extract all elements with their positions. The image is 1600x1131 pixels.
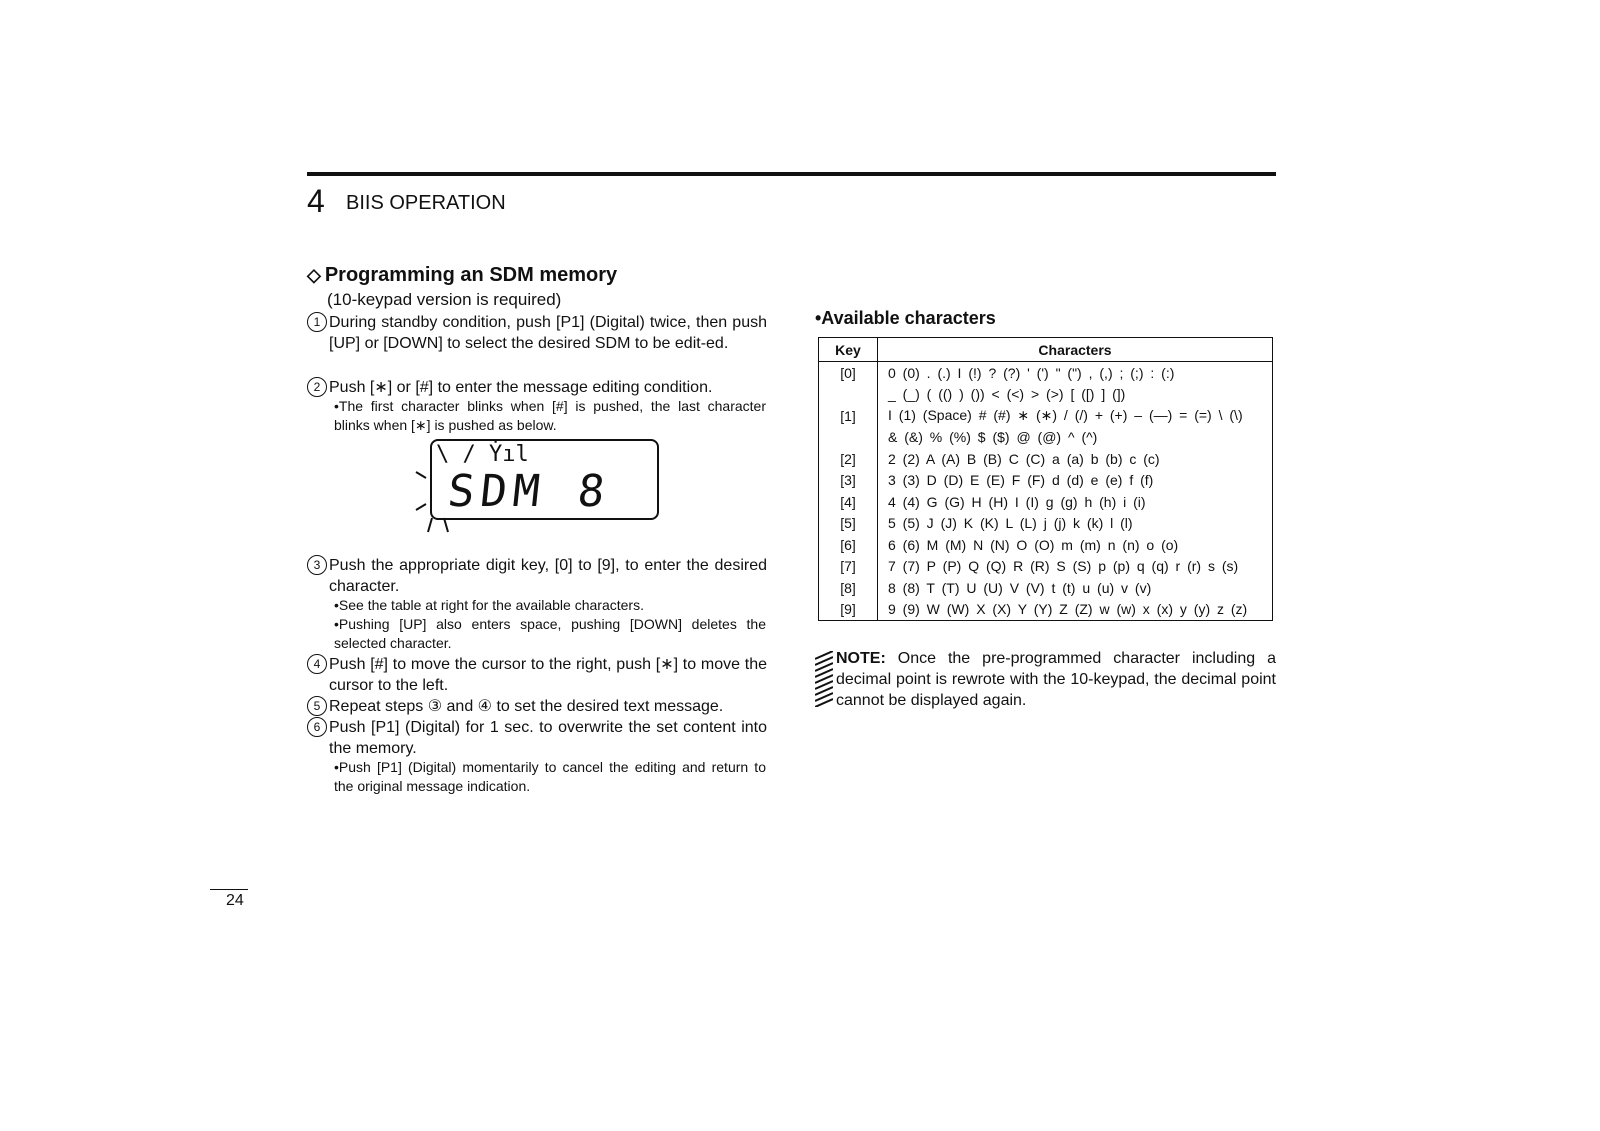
step-text: During standby condition, push [P1] (Digital) twice, then push [UP] or [DOWN] to select the desired SDM to be edit-ed.	[329, 314, 767, 352]
table-row	[819, 362, 1273, 384]
table-row	[819, 513, 1273, 535]
key-cell	[819, 384, 878, 406]
step-text: Push the appropriate digit key, [0] to [9], to enter the desired character.	[329, 557, 767, 595]
characters-table	[818, 337, 1273, 621]
key-cell: [5]	[819, 513, 878, 535]
chars-cell: 2 (2) A (A) B (B) C (C) a (a) b (b) c (c)	[878, 448, 1273, 470]
chars-cell: 7 (7) P (P) Q (Q) R (R) S (S) p (p) q (q) r (r) s (s)	[878, 556, 1273, 578]
blink-indicator-icon	[414, 470, 454, 540]
key-cell: [4]	[819, 491, 878, 513]
step-6-note: •Push [P1] (Digital) momentarily to cancel the editing and return to the original message indication.	[334, 759, 766, 794]
table-row	[819, 491, 1273, 513]
step-2-note: •The first character blinks when [#] is pushed, the last character blinks when [∗] is pushed as below.	[334, 398, 766, 433]
page-number-rule	[210, 889, 248, 890]
step-1	[307, 312, 767, 354]
diamond-icon: ◇	[307, 265, 321, 285]
section-title-text: Programming an SDM memory	[324, 264, 618, 286]
table-row	[819, 448, 1273, 470]
section-title	[307, 264, 617, 287]
step-number: 1	[307, 312, 327, 332]
page-number: 24	[226, 892, 244, 909]
section-subtitle: (10-keypad version is required)	[327, 290, 562, 309]
col-header-characters: Characters	[878, 338, 1273, 362]
step-5	[307, 696, 767, 717]
step-3-note-b: •Pushing [UP] also enters space, pushing [DOWN] deletes the selected character.	[334, 616, 766, 651]
step-text: Push [#] to move the cursor to the right, push [∗] to move the cursor to the left.	[329, 656, 767, 694]
table-row	[819, 577, 1273, 599]
table-row	[819, 470, 1273, 492]
table-row	[819, 384, 1273, 406]
step-3-note-a: •See the table at right for the available characters.	[334, 597, 644, 613]
step-number: 3	[307, 555, 327, 575]
note-label: NOTE:	[836, 650, 886, 667]
step-text: Push [P1] (Digital) for 1 sec. to overwrite the set content into the memory.	[329, 719, 767, 757]
step-text: Repeat steps ③ and ④ to set the desired text message.	[329, 698, 724, 715]
lcd-status-icons: \ / Ẏıl	[436, 442, 529, 467]
lcd-text: SDM 8	[445, 466, 614, 517]
key-cell: [1]	[819, 405, 878, 427]
step-6	[307, 717, 767, 759]
chars-cell: 5 (5) J (J) K (K) L (L) j (j) k (k) l (l)	[878, 513, 1273, 535]
key-cell: [0]	[819, 362, 878, 384]
chars-cell: 8 (8) T (T) U (U) V (V) t (t) u (u) v (v)	[878, 577, 1273, 599]
table-row	[819, 556, 1273, 578]
chars-cell: 9 (9) W (W) X (X) Y (Y) Z (Z) w (w) x (x) y (y) z (z)	[878, 599, 1273, 621]
step-3	[307, 555, 767, 597]
step-number: 5	[307, 696, 327, 716]
key-cell: [6]	[819, 534, 878, 556]
table-row	[819, 599, 1273, 621]
chapter-number: 4	[307, 183, 325, 219]
note-block	[836, 648, 1276, 711]
step-text: Push [∗] or [#] to enter the message editing condition.	[329, 379, 713, 396]
chars-cell: I (1) (Space) # (#) ∗ (∗) / (/) + (+) – (—) = (=) \ (\)	[878, 405, 1273, 427]
chars-cell: 6 (6) M (M) N (N) O (O) m (m) n (n) o (o)	[878, 534, 1273, 556]
table-row	[819, 405, 1273, 427]
key-cell: [3]	[819, 470, 878, 492]
chars-cell: 3 (3) D (D) E (E) F (F) d (d) e (e) f (f)	[878, 470, 1273, 492]
table-row	[819, 427, 1273, 449]
key-cell	[819, 427, 878, 449]
key-cell: [8]	[819, 577, 878, 599]
available-characters-title: •Available characters	[815, 308, 996, 328]
key-cell: [9]	[819, 599, 878, 621]
chars-cell: & (&) % (%) $ ($) @ (@) ^ (^)	[878, 427, 1273, 449]
step-number: 6	[307, 717, 327, 737]
note-text: Once the pre-programmed character including a decimal point is rewrote with the 10-keypad, the decimal point cannot be displayed again.	[836, 650, 1276, 709]
chars-cell: _ (_) ( (() ) ()) < (<) > (>) [ ([) ] (])	[878, 384, 1273, 406]
chapter-title: BIIS OPERATION	[346, 192, 506, 214]
chars-cell: 4 (4) G (G) H (H) I (I) g (g) h (h) i (i)	[878, 491, 1273, 513]
header-rule	[307, 172, 1276, 176]
key-cell: [2]	[819, 448, 878, 470]
step-2	[307, 377, 767, 398]
note-hatch-icon	[815, 651, 833, 707]
step-number: 2	[307, 377, 327, 397]
table-row	[819, 534, 1273, 556]
chars-cell: 0 (0) . (.) I (!) ? (?) ' (') " (") , (,) ; (;) : (:)	[878, 362, 1273, 384]
col-header-key: Key	[819, 338, 878, 362]
step-number: 4	[307, 654, 327, 674]
key-cell: [7]	[819, 556, 878, 578]
step-4	[307, 654, 767, 696]
